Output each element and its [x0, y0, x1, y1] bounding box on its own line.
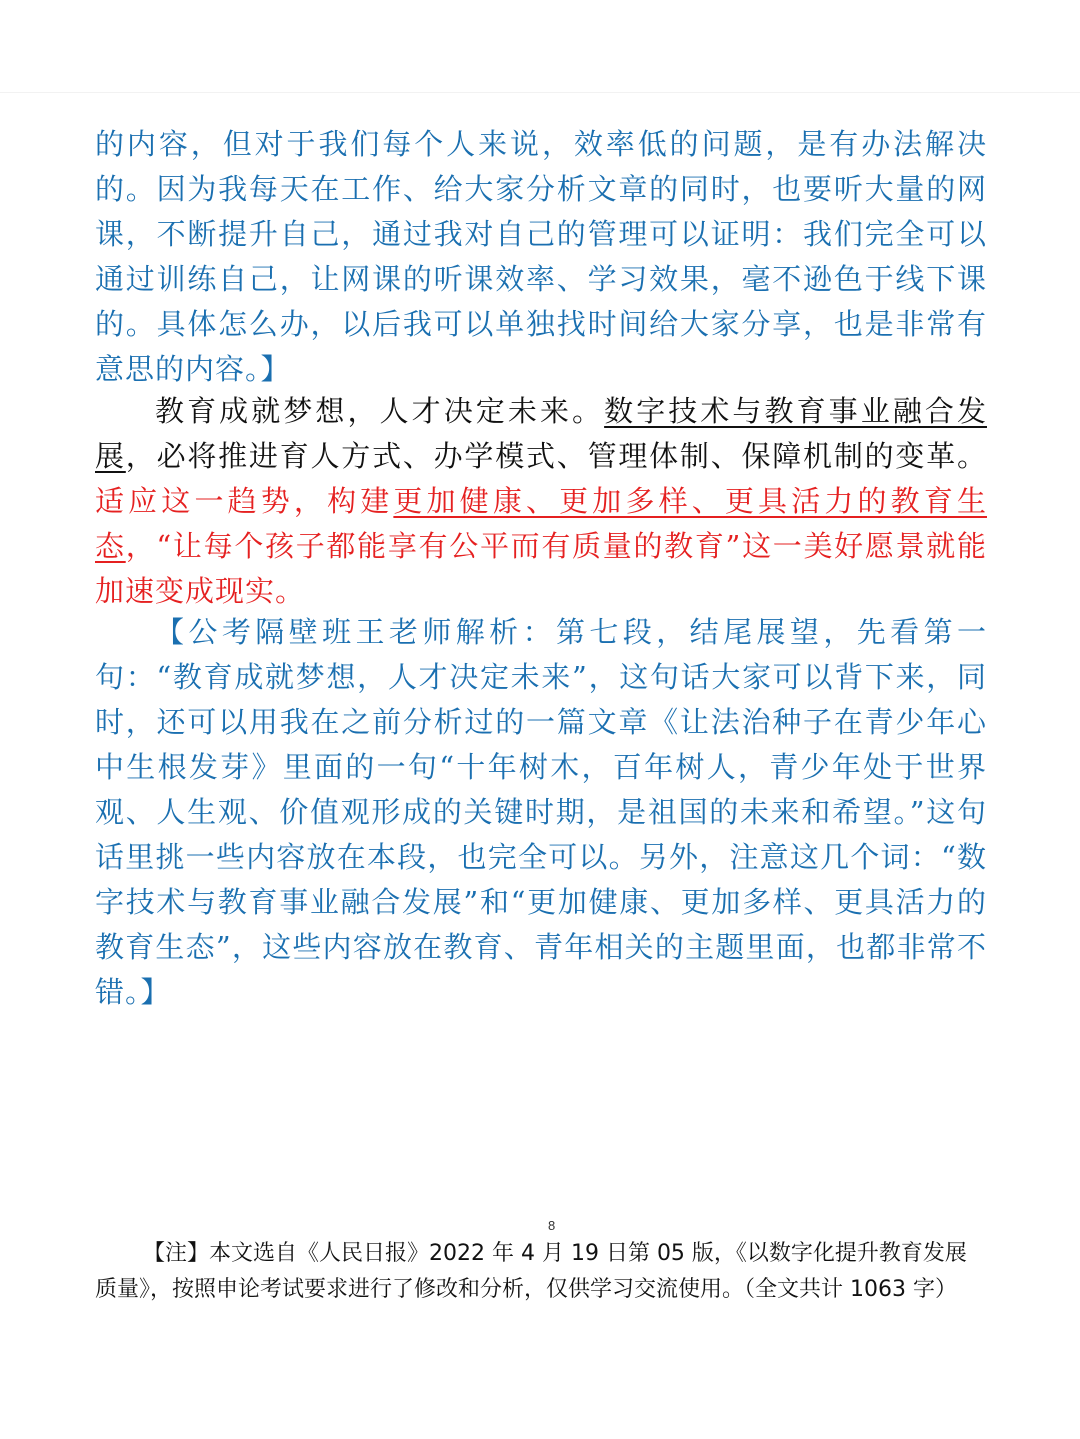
page-top-edge [0, 92, 1080, 93]
page-number: 8 [548, 1218, 556, 1233]
analysis-continuation-paragraph: 的内容，但对于我们每个人来说，效率低的问题，是有办法解决的。因为我每天在工作、给大家分析文章的同时，也要听大量的网课，不断提升自己，通过我对自己的管理可以证明：我们完全可以通过训练自己，让网课的听课效率、学习效果，毫不逊色于线下课的。具体怎么办，以后我可以单独找时间给大家分享，也是非常有意思的内容。】 [95, 127, 987, 386]
main-text-red-underlined-phrase: 更加健康、更加多样、更具活力的教育生态 [95, 484, 987, 563]
footnote: 【注】本文选自《人民日报》2022 年 4 月 19 日第 05 版，《以数字化提升教育发展质量》，按照申论考试要求进行了修改和分析，仅供学习交流使用。（全文共计 1063 字） [95, 1241, 967, 1302]
main-text-paragraph [95, 389, 987, 614]
main-text-part-1: 教育成就梦想，人才决定未来。 [155, 394, 605, 428]
main-text-red-part-4: 适应这一趋势，构建 [95, 484, 394, 518]
main-text-part-3: ，必将推进育人方式、办学模式、管理体制、保障机制的变革。 [125, 439, 987, 473]
main-text-underlined-phrase: 数字技术与教育事业融合发展 [95, 394, 987, 473]
main-text-red-part-6: ，“让每个孩子都能享有公平而有质量的教育”这一美好愿景就能加速变成现实。 [95, 529, 987, 608]
analysis-paragraph: 【公考隔壁班王老师解析：第七段，结尾展望，先看第一句：“教育成就梦想，人才决定未来”，这句话大家可以背下来，同时，还可以用我在之前分析过的一篇文章《让法治种子在青少年心中生根发芽》里面的一句“十年树木，百年树人，青少年处于世界观、人生观、价值观形成的关键时期，是祖国的未来和希望。”这句话里挑一些内容放在本段，也完全可以。另外，注意这几个词：“数字技术与教育事业融合发展”和“更加健康、更加多样、更具活力的教育生态”，这些内容放在教育、青年相关的主题里面，也都非常不错。】 [95, 615, 987, 1009]
